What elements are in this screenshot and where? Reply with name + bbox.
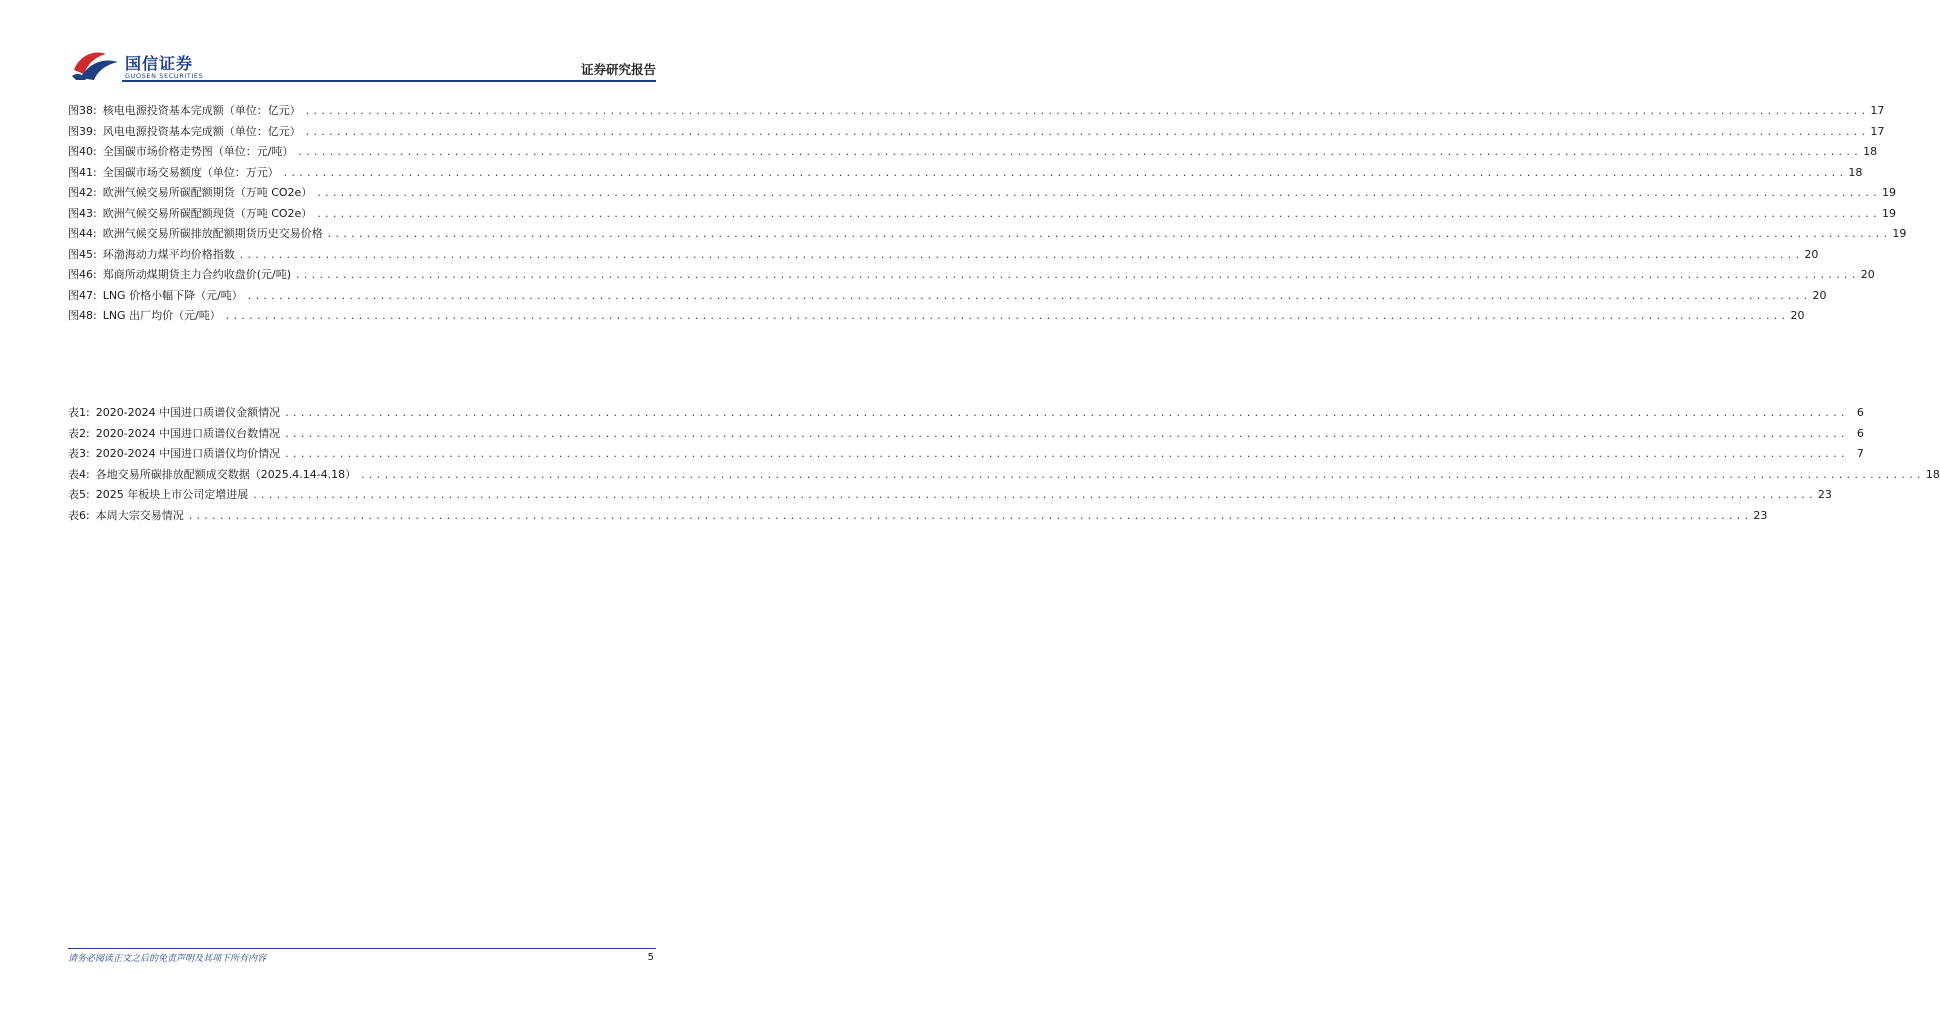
page-number: 5 bbox=[647, 952, 654, 963]
toc-entry[interactable] bbox=[68, 444, 1864, 465]
toc-entry[interactable] bbox=[68, 163, 1863, 184]
toc-entry-id: 图48: bbox=[68, 309, 97, 322]
toc-leader-dots: ........................................................................................................................................................................................................ bbox=[252, 491, 1816, 501]
logo-text-cn: 国信证券 bbox=[125, 54, 194, 73]
toc-entry[interactable] bbox=[68, 424, 1864, 445]
tables-list bbox=[68, 403, 1940, 526]
toc-entry[interactable] bbox=[68, 142, 1878, 163]
toc-entry-id: 图44: bbox=[68, 227, 97, 240]
toc-entry-id: 表2: bbox=[68, 426, 90, 440]
toc-entry-title: 郑商所动煤期货主力合约收盘价(元/吨) bbox=[102, 268, 291, 281]
logo-text-en: GUOSEN SECURITIES bbox=[125, 72, 204, 80]
toc-entry-id: 图38: bbox=[68, 104, 97, 117]
toc-entry-page: 6 bbox=[1856, 406, 1864, 419]
page-header bbox=[0, 0, 724, 90]
toc-entry-title: 本周大宗交易情况 bbox=[95, 508, 184, 522]
toc-entry-title: 核电电源投资基本完成额（单位：亿元） bbox=[102, 104, 301, 117]
toc-entry-id: 图46: bbox=[68, 268, 97, 281]
toc-entry-title: 2025 年板块上市公司定增进展 bbox=[95, 488, 249, 501]
toc-entry-page: 18 bbox=[1863, 145, 1878, 158]
toc-entry-page: 17 bbox=[1870, 124, 1885, 138]
toc-entry-id: 图41: bbox=[68, 165, 97, 179]
toc-leader-dots: ........................................................................................................................................................................................................ bbox=[187, 511, 1752, 522]
toc-entry-title: 2020-2024 中国进口质谱仪金额情况 bbox=[95, 406, 281, 419]
toc-entry-page: 23 bbox=[1817, 488, 1832, 501]
toc-entry-id: 图47: bbox=[68, 288, 97, 302]
toc-leader-dots: ........................................................................................................................................................................................................ bbox=[304, 127, 1869, 138]
toc-entry-title: 欧洲气候交易所碳配额现货（万吨 CO2e） bbox=[102, 206, 313, 220]
toc-entry-id: 图42: bbox=[68, 186, 97, 199]
toc-entry[interactable] bbox=[68, 101, 1885, 122]
toc-entry-id: 表6: bbox=[68, 508, 90, 522]
toc-entry-page: 6 bbox=[1856, 426, 1864, 440]
toc-entry-id: 图39: bbox=[68, 124, 97, 138]
toc-entry-title: 2020-2024 中国进口质谱仪均价情况 bbox=[95, 447, 281, 460]
toc-entry-id: 表3: bbox=[68, 447, 90, 460]
toc-entry[interactable] bbox=[68, 245, 1819, 266]
toc-entry[interactable] bbox=[68, 306, 1805, 327]
toc-leader-dots: ........................................................................................................................................................................................................ bbox=[282, 168, 1847, 179]
toc-leader-dots: ........................................................................................................................................................................................................ bbox=[238, 250, 1803, 261]
toc-entry[interactable] bbox=[68, 265, 1875, 286]
toc-entry-title: 2020-2024 中国进口质谱仪台数情况 bbox=[95, 426, 281, 440]
toc-entry-page: 19 bbox=[1892, 227, 1907, 240]
toc-entry[interactable] bbox=[68, 286, 1827, 307]
toc-entry[interactable] bbox=[68, 122, 1885, 143]
header-divider bbox=[122, 80, 656, 82]
toc-entry-page: 18 bbox=[1848, 165, 1863, 179]
toc-entry-page: 23 bbox=[1753, 508, 1768, 522]
toc-entry-title: 欧洲气候交易所碳排放配额期货历史交易价格 bbox=[102, 227, 323, 240]
toc-entry-id: 表5: bbox=[68, 488, 90, 501]
toc-leader-dots: ........................................................................................................................................................................................................ bbox=[326, 230, 1891, 240]
toc-leader-dots: ........................................................................................................................................................................................................ bbox=[360, 470, 1924, 481]
toc-entry[interactable] bbox=[68, 204, 1897, 225]
toc-entry[interactable] bbox=[68, 485, 1832, 506]
toc-entry-page: 19 bbox=[1882, 186, 1897, 199]
toc-entry-page: 18 bbox=[1925, 467, 1940, 481]
toc-leader-dots: ........................................................................................................................................................................................................ bbox=[304, 107, 1869, 117]
toc-leader-dots: ........................................................................................................................................................................................................ bbox=[284, 409, 1848, 419]
toc-entry-title: 风电电源投资基本完成额（单位：亿元） bbox=[102, 124, 301, 138]
toc-entry-id: 表1: bbox=[68, 406, 90, 419]
toc-entry-title: LNG 价格小幅下降（元/吨） bbox=[102, 288, 243, 302]
figures-list bbox=[68, 101, 1907, 327]
toc-entry[interactable] bbox=[68, 224, 1907, 245]
toc-entry[interactable] bbox=[68, 506, 1768, 527]
toc-leader-dots: ........................................................................................................................................................................................................ bbox=[316, 189, 1881, 199]
toc-entry-title: 全国碳市场交易额度（单位：万元） bbox=[102, 165, 279, 179]
toc-entry-id: 图40: bbox=[68, 145, 97, 158]
toc-entry-page: 20 bbox=[1790, 309, 1805, 322]
toc-entry-page: 20 bbox=[1804, 247, 1819, 261]
toc-entry-page: 17 bbox=[1870, 104, 1885, 117]
toc-entry[interactable] bbox=[68, 465, 1940, 486]
guosen-logo bbox=[70, 48, 210, 84]
toc-entry-id: 表4: bbox=[68, 467, 90, 481]
report-type-title: 证券研究报告 bbox=[580, 62, 656, 77]
footer-disclaimer: 请务必阅读正文之后的免责声明及其项下所有内容 bbox=[68, 954, 267, 964]
toc-entry-page: 7 bbox=[1856, 447, 1864, 460]
guosen-logo-icon bbox=[70, 48, 122, 82]
toc-entry[interactable] bbox=[68, 183, 1897, 204]
toc-entry-title: 全国碳市场价格走势图（单位：元/吨） bbox=[102, 145, 294, 158]
toc-leader-dots: ........................................................................................................................................................................................................ bbox=[295, 271, 1859, 281]
toc-entry-id: 图43: bbox=[68, 206, 97, 220]
toc-leader-dots: ........................................................................................................................................................................................................ bbox=[224, 312, 1789, 322]
toc-entry-page: 20 bbox=[1812, 288, 1827, 302]
toc-leader-dots: ........................................................................................................................................................................................................ bbox=[284, 429, 1848, 440]
toc-entry-title: LNG 出厂均价（元/吨） bbox=[102, 309, 221, 322]
toc-entry-title: 欧洲气候交易所碳配额期货（万吨 CO2e） bbox=[102, 186, 313, 199]
toc-entry-id: 图45: bbox=[68, 247, 97, 261]
toc-entry-page: 20 bbox=[1860, 268, 1875, 281]
toc-leader-dots: ........................................................................................................................................................................................................ bbox=[297, 148, 1862, 158]
toc-entry-title: 环渤海动力煤平均价格指数 bbox=[102, 247, 235, 261]
toc-entry-title: 各地交易所碳排放配额成交数据（2025.4.14-4.18） bbox=[95, 467, 357, 481]
toc-leader-dots: ........................................................................................................................................................................................................ bbox=[284, 450, 1848, 460]
toc-leader-dots: ........................................................................................................................................................................................................ bbox=[316, 209, 1881, 220]
toc-entry[interactable] bbox=[68, 403, 1864, 424]
toc-entry-page: 19 bbox=[1882, 206, 1897, 220]
toc-leader-dots: ........................................................................................................................................................................................................ bbox=[246, 291, 1811, 302]
footer-divider bbox=[68, 948, 656, 949]
